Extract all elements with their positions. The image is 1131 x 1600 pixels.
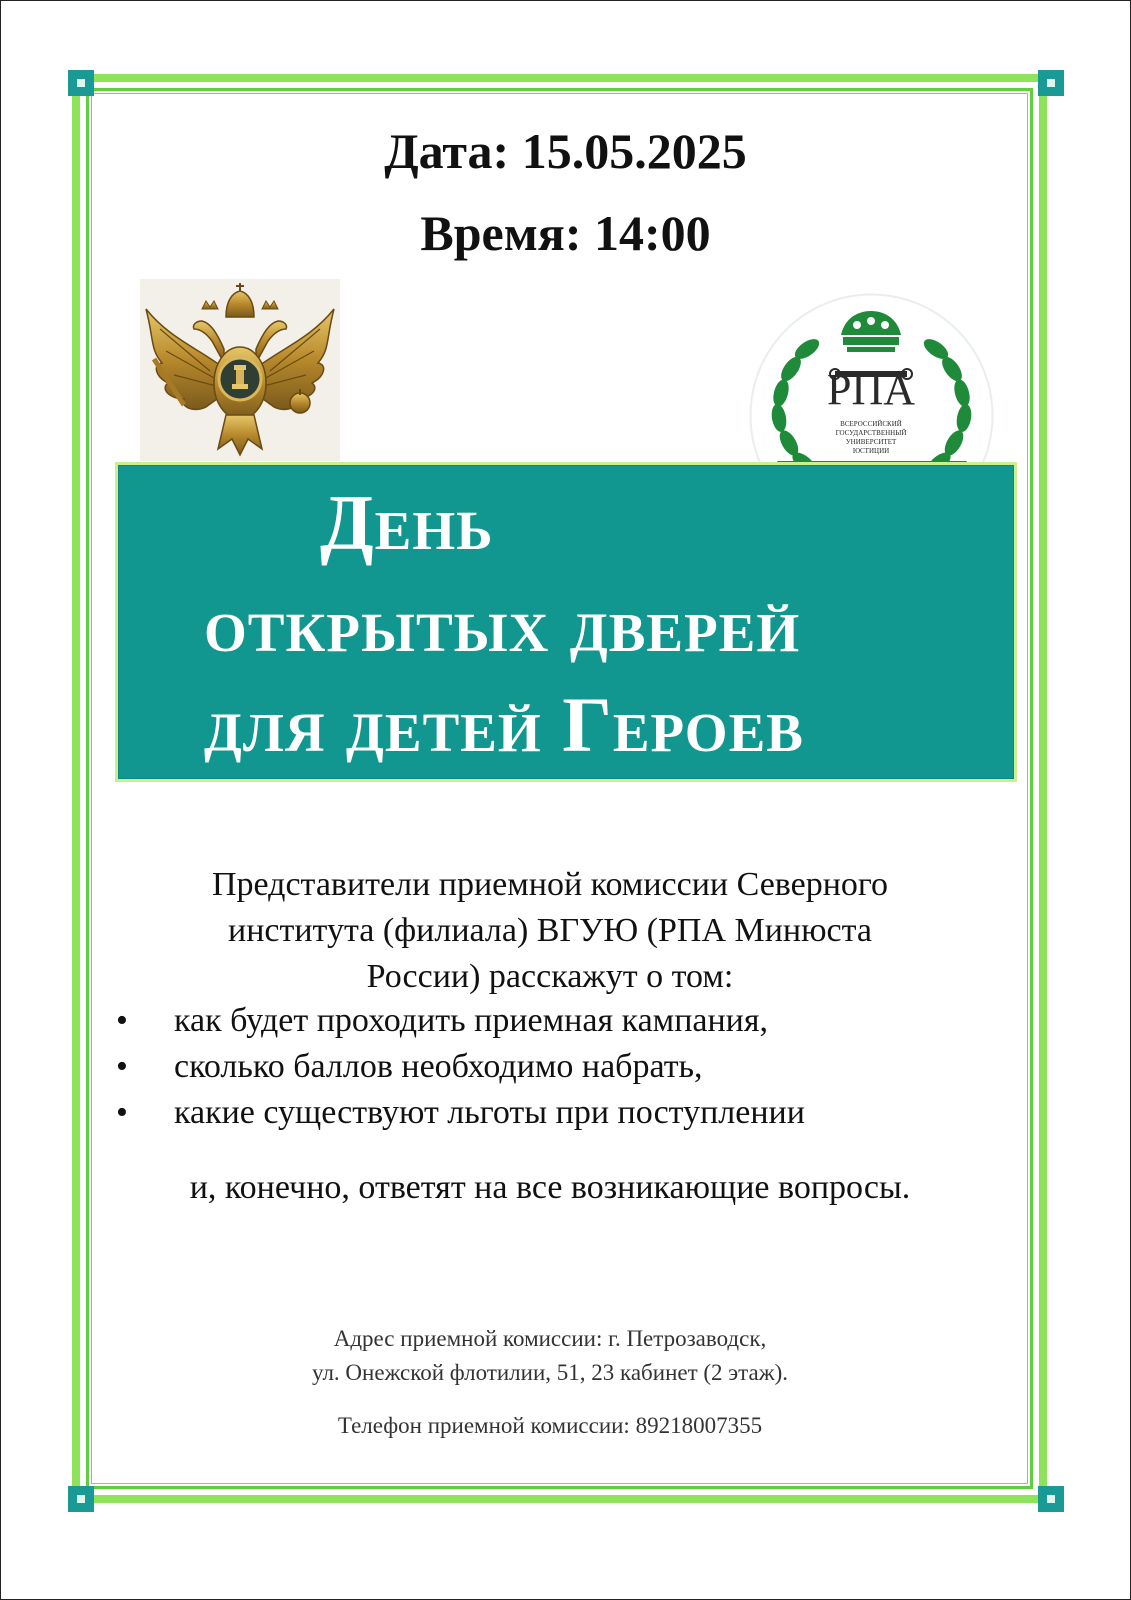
logo-small-text: УНИВЕРСИТЕТ (845, 438, 897, 446)
topics-list (116, 998, 805, 1136)
double-headed-eagle-icon (140, 279, 340, 461)
intro-line: России) расскажут о том: (366, 958, 734, 995)
list-item: • сколько баллов необходимо набрать, (116, 1044, 805, 1090)
list-item: • какие существуют льготы при поступлении (116, 1090, 805, 1136)
event-time: Время: 14:00 (420, 205, 711, 261)
logo-small-text: ГОСУДАРСТВЕННЫЙ (835, 429, 907, 437)
ministry-emblem (140, 279, 340, 461)
intro-paragraph (110, 862, 990, 1000)
banner-title-line: для детей Героев (204, 681, 804, 768)
intro-line: Представители приемной комиссии Северного (211, 866, 889, 903)
frame-corner-square (1038, 70, 1064, 96)
intro-line: института (филиала) ВГУЮ (РПА Минюста (228, 912, 872, 949)
banner-title-line: открытых дверей (204, 581, 801, 668)
admissions-phone: Телефон приемной комиссии: 89218007355 (337, 1413, 763, 1438)
address-line: Адрес приемной комиссии: г. Петрозаводск, (333, 1326, 767, 1351)
logo-small-text: ВСЕРОССИЙСКИЙ (840, 420, 902, 428)
banner-title-line: День (320, 479, 494, 566)
admissions-address (0, 1322, 1100, 1390)
logo-acronym: РПА (826, 365, 916, 414)
frame-corner-square (1038, 1486, 1064, 1512)
closing-sentence: и, конечно, ответят на все возникающие вопросы. (189, 1169, 911, 1206)
frame-corner-square (68, 1486, 94, 1512)
logo-small-text: ЮСТИЦИИ (852, 447, 890, 455)
address-line: ул. Онежской флотилии, 51, 23 кабинет (2 этаж). (311, 1360, 789, 1385)
frame-corner-square (68, 70, 94, 96)
list-item: • как будет проходить приемная кампания, (116, 998, 805, 1044)
event-date: Дата: 15.05.2025 (384, 123, 747, 179)
